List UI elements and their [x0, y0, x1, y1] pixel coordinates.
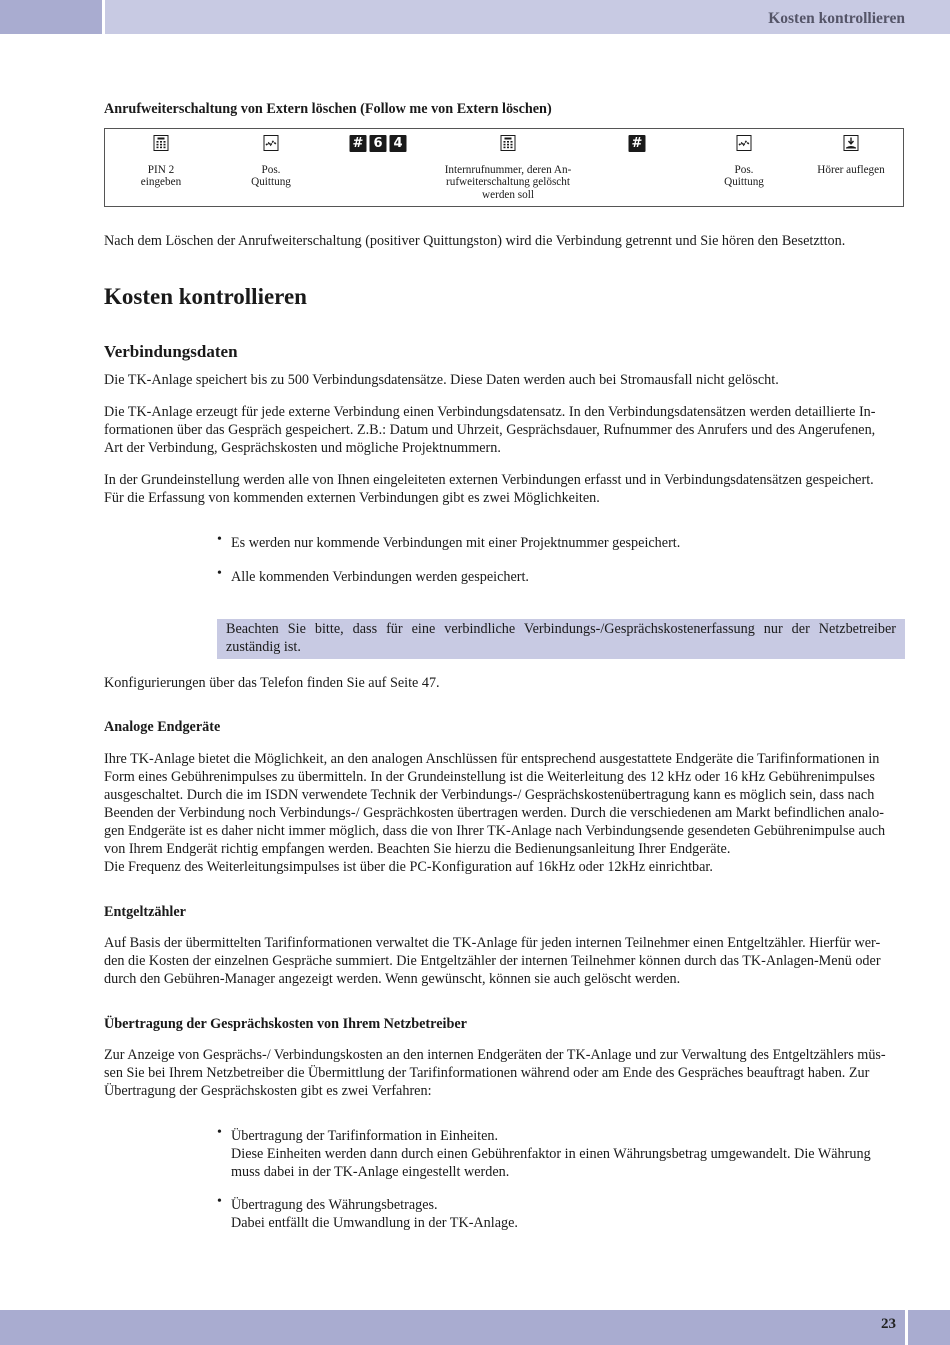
bullet-marker: •: [217, 1125, 222, 1140]
follow-me-heading: Anrufweiterschaltung von Extern löschen (Follow me von Extern löschen): [104, 101, 552, 117]
paragraph: Zur Anzeige von Gesprächs-/ Verbindungskosten an den internen Endgeräten der TK-Anlage und zur Verwaltung des Entgeltzählers müs- sen Sie bei Ihrem Netzbetreiber die Übermittlung der Tarifinformationen während oder am Ende des Gespräches beauftragt haben. Zur Übertragung der Gesprächskosten gibt es zwei Verfahren:: [104, 1047, 886, 1099]
paragraph: Konfigurierungen über das Telefon finden Sie auf Seite 47.: [104, 675, 440, 691]
paragraph: Ihre TK-Anlage bietet die Möglichkeit, an den analogen Anschlüssen für entsprechend ausgestattete Endgeräte die Tarifinformationen in Form eines Gebührenimpulses zu übermitteln. In der Grundeinstellung ist die Weiterleitung des 12 kHz oder 16 kHz Gebührenimpulses ausgeschaltet. Durch die im ISDN verwendete Technik der Verbindungs-/ Gesprächskostenübertragung kann es möglich sein, dass nach Beenden der Verbindung noch Verbindungs-/ Gesprächkosten übertragen werden. Durch die verschiedenen am Markt befindlichen analo- gen Endgeräte ist es daher nicht immer möglich, dass die von Ihrer TK-Anlage nach Verbindungsende gesendeten Gebührenimpulse auch von Ihrem Endgerät richtig empfangen werden. Beachten Sie hierzu die Bedienungsanleitung Ihrer Endgeräte.: [104, 751, 886, 857]
paragraph: Die Frequenz des Weiterleitungsimpulses ist über die PC-Konfiguration auf 16kHz oder 12kHz einrichtbar.: [104, 859, 713, 875]
keypad-icon: [154, 135, 169, 151]
follow-me-after-text: Nach dem Löschen der Anrufweiterschaltung (positiver Quittungston) wird die Verbindung getrennt und Sie hören den Besetztton.: [104, 233, 846, 249]
note-text: Beachten Sie bitte, dass für eine verbindliche Verbindungs-/Gesprächskostenerfassung nur der Netzbetreiber zuständig ist.: [226, 621, 896, 655]
hash-key: #: [350, 135, 367, 152]
paragraph: Auf Basis der übermittelten Tarifinformationen verwaltet die TK-Anlage für jeden internen Teilnehmer einen Entgeltzähler. Hierfür wer- den die Kosten der einzelnen Gespräche summiert. Die Entgeltzähler der internen Teilnehmer können durch das TK-Anlagen-Menü oder durch den Gebühren-Manager angezeigt werden. Wenn gewünscht, können sie auch gelöscht werden.: [104, 935, 881, 987]
header-bar-left: [0, 0, 102, 34]
entgelt-heading: Entgeltzähler: [104, 904, 186, 920]
footer-bar: [0, 1310, 950, 1345]
page-number: 23: [881, 1316, 896, 1332]
list-item: Es werden nur kommende Verbindungen mit einer Projektnummer gespeichert.: [231, 535, 681, 551]
keypad-icon: [501, 135, 516, 151]
digit-key: 4: [390, 135, 407, 152]
paragraph: In der Grundeinstellung werden alle von Ihnen eingeleiteten externen Verbindungen erfasst und in Verbindungsdatensätzen gespeichert. Für die Erfassung von kommenden externen Verbindungen gibt es zwei Möglichkeiten.: [104, 472, 874, 506]
confirm-tone-icon: [737, 135, 752, 151]
list-item: Alle kommenden Verbindungen werden gespeichert.: [231, 569, 529, 585]
hash-key: #: [629, 135, 646, 152]
step-label: PIN 2 eingeben: [140, 164, 182, 189]
confirm-tone-icon: [264, 135, 279, 151]
bullet-marker: •: [217, 1194, 222, 1209]
analog-heading: Analoge Endgeräte: [104, 719, 221, 735]
note-box: [217, 619, 905, 659]
step-label: Pos. Quittung: [724, 164, 764, 189]
list-item: Übertragung des Währungsbetrages. Dabei entfällt die Umwandlung in der TK-Anlage.: [231, 1197, 518, 1231]
step-label: Hörer auflegen: [817, 164, 885, 176]
header-bar: [105, 0, 950, 34]
footer-separator: [905, 1310, 908, 1345]
digit-key: 6: [370, 135, 387, 152]
uebertragung-heading: Übertragung der Gesprächskosten von Ihrem Netzbetreiber: [104, 1016, 467, 1032]
step-label: Pos. Quittung: [251, 164, 291, 189]
paragraph: Die TK-Anlage speichert bis zu 500 Verbindungsdatensätze. Diese Daten werden auch bei Stromausfall nicht gelöscht.: [104, 372, 779, 388]
verbindungsdaten-heading: Verbindungsdaten: [104, 342, 238, 361]
bullet-marker: •: [217, 566, 222, 581]
step-label: Internrufnummer, deren An- rufweiterschaltung gelöscht werden soll: [444, 164, 572, 201]
page-title: Kosten kontrollieren: [104, 284, 307, 309]
list-item: Übertragung der Tarifinformation in Einheiten. Diese Einheiten werden dann durch einen Gebührenfaktor in einen Währungsbetrag umgewandelt. Die Währung muss dabei in der TK-Anlage eingestellt werden.: [231, 1128, 871, 1180]
procedure-flow: [104, 128, 904, 207]
running-header-title: Kosten kontrollieren: [768, 10, 905, 27]
hang-up-icon: [844, 135, 859, 151]
paragraph: Die TK-Anlage erzeugt für jede externe Verbindung einen Verbindungsdatensatz. In den Verbindungsdatensätzen werden detaillierte In- formationen über das Gespräch gespeichert. Z.B.: Datum und Uhrzeit, Gesprächsdauer, Rufnummer des Anrufers und des Angerufenen, Art der Verbindung, Gesprächskosten und mögliche Projektnummern.: [104, 404, 876, 456]
bullet-marker: •: [217, 532, 222, 547]
